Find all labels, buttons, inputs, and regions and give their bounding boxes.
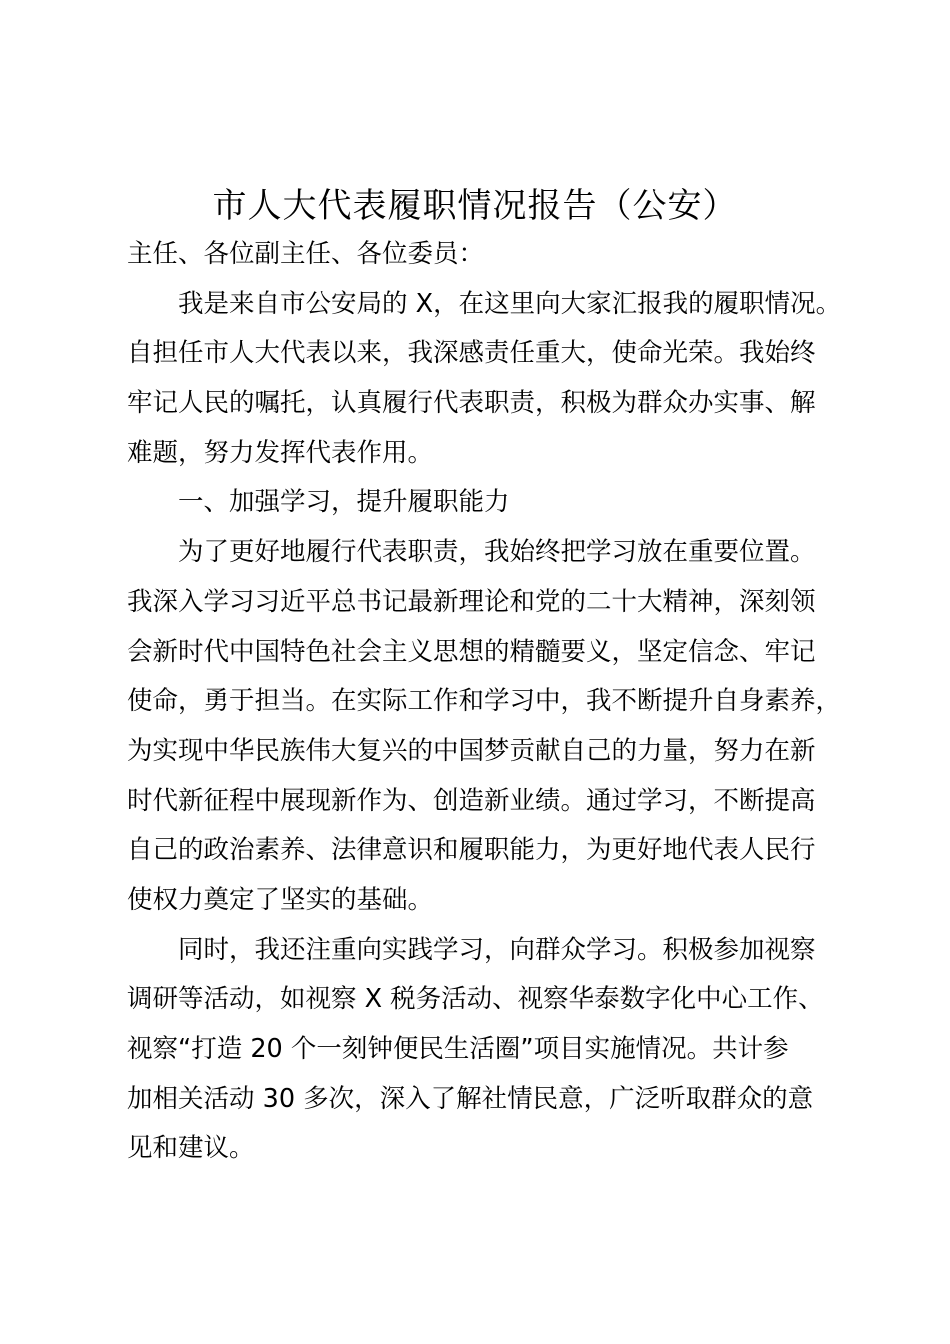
text-line: 自担任市人大代表以来，我深感责任重大，使命光荣。我始终 xyxy=(127,338,816,369)
text-line: 牢记人民的嘱托，认真履行代表职责，积极为群众办实事、解 xyxy=(127,388,816,419)
text-line: 使命，勇于担当。在实际工作和学习中，我不断提升自身素养， xyxy=(127,686,842,717)
document-title: 市人大代表履职情况报告（公安） xyxy=(212,186,738,226)
text-line: 为实现中华民族伟大复兴的中国梦贡献自己的力量，努力在新 xyxy=(127,735,816,766)
text-line: 时代新征程中展现新作为、创造新业绩。通过学习，不断提高 xyxy=(127,785,816,816)
document-body xyxy=(127,230,847,1174)
text-line: 自己的政治素养、法律意识和履职能力，为更好地代表人民行 xyxy=(127,835,816,866)
text-line: 为了更好地履行代表职责，我始终把学习放在重要位置。 xyxy=(178,537,816,568)
text-line: 使权力奠定了坚实的基础。 xyxy=(127,884,434,915)
text-line: 见和建议。 xyxy=(127,1133,255,1164)
text-line: 一、加强学习，提升履职能力 xyxy=(178,487,510,518)
text-line: 视察“打造 20 个一刻钟便民生活圈”项目实施情况。共计参 xyxy=(127,1034,789,1064)
text-line: 我是来自市公安局的 X，在这里向大家汇报我的履职情况。 xyxy=(178,288,842,319)
text-line: 会新时代中国特色社会主义思想的精髓要义，坚定信念、牢记 xyxy=(127,636,816,667)
text-line: 同时，我还注重向实践学习，向群众学习。积极参加视察 xyxy=(178,934,816,965)
text-line: 难题，努力发挥代表作用。 xyxy=(127,437,434,468)
text-line: 主任、各位副主任、各位委员： xyxy=(127,239,485,269)
text-line: 我深入学习习近平总书记最新理论和党的二十大精神，深刻领 xyxy=(127,586,816,617)
text-line: 调研等活动，如视察 X 税务活动、视察华泰数字化中心工作、 xyxy=(127,984,824,1015)
text-line: 加相关活动 30 多次，深入了解社情民意，广泛听取群众的意 xyxy=(127,1083,814,1114)
